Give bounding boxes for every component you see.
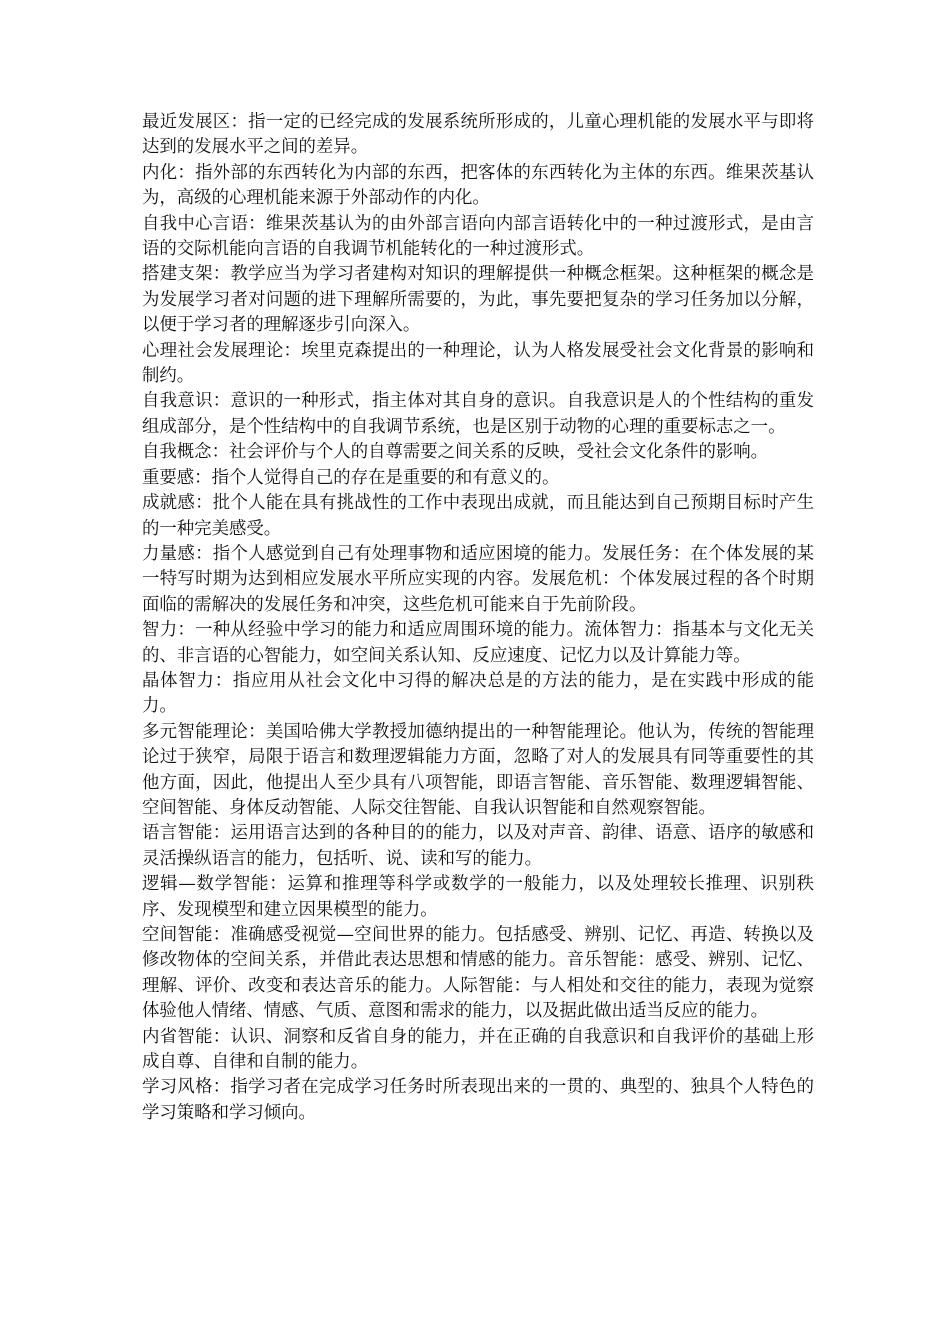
paragraph-sense-of-power: 力量感：指个人感觉到自己有处理事物和适应困境的能力。发展任务：在个体发展的某一特写时期为达到相应发展水平所应实现的内容。发展危机：个体发展过程的各个时期面临的需解决的发展任务和冲突，这些危机可能来自于先前阶段。 [142,543,814,615]
paragraph-scaffolding: 搭建支架：教学应当为学习者建构对知识的理解提供一种概念框架。这种框架的概念是为发展学习者对问题的进下理解所需要的，为此，事先要把复杂的学习任务加以分解，以便于学习者的理解逐步引向深入。 [142,264,814,336]
paragraph-self-consciousness: 自我意识：意识的一种形式，指主体对其自身的意识。自我意识是人的个性结构的重发组成部分，是个性结构中的自我调节系统，也是区别于动物的心理的重要标志之一。 [142,391,814,437]
paragraph-multiple-intelligences: 多元智能理论：美国哈佛大学教授加德纳提出的一种智能理论。他认为，传统的智能理论过于狭窄，局限于语言和数理逻辑能力方面，忽略了对人的发展具有同等重要性的其他方面，因此，他提出人至少具有八项智能，即语言智能、音乐智能、数理逻辑智能、空间智能、身体反动智能、人际交往智能、自我认识智能和自然观察智能。 [142,721,814,818]
paragraph-sense-of-achievement: 成就感：批个人能在具有挑战性的工作中表现出成就，而且能达到自己预期目标时产生的一种完美感受。 [142,493,814,539]
paragraph-intelligence: 智力：一种从经验中学习的能力和适应周围环境的能力。流体智力：指基本与文化无关的、非言语的心智能力，如空间关系认知、反应速度、记忆力以及计算能力等。 [142,620,814,666]
paragraph-spatial-intelligence: 空间智能：准确感受视觉—空间世界的能力。包括感受、辨别、记忆、再造、转换以及修改物体的空间关系，并借此表达思想和情感的能力。音乐智能：感受、辨别、记忆、理解、评价、改变和表达音乐的能力。人际智能：与人相处和交往的能力，表现为觉察体验他人情绪、情感、气质、意图和需求的能力，以及据此做出适当反应的能力。 [142,925,814,1022]
document-body [142,110,814,1126]
paragraph-internalization: 内化：指外部的东西转化为内部的东西，把客体的东西转化为主体的东西。维果茨基认为，高级的心理机能来源于外部动作的内化。 [142,162,814,209]
paragraph-linguistic-intelligence: 语言智能：运用语言达到的各种目的的能力，以及对声音、韵律、语意、语序的敏感和灵活操纵语言的能力，包括听、说、读和写的能力。 [142,823,814,869]
paragraph-zone-of-proximal-development: 最近发展区：指一定的已经完成的发展系统所形成的，儿童心理机能的发展水平与即将达到的发展水平之间的差异。 [142,112,814,158]
paragraph-logical-mathematical-intelligence: 逻辑—数学智能：运算和推理等科学或数学的一般能力，以及处理较长推理、识别秩序、发现模型和建立因果模型的能力。 [142,874,814,920]
paragraph-self-concept: 自我概念：社会评价与个人的自尊需要之间关系的反映，受社会文化条件的影响。 [142,442,769,463]
paragraph-egocentric-speech: 自我中心言语：维果茨基认为的由外部言语向内部言语转化中的一种过渡形式，是由言语的交际机能向言语的自我调节机能转化的一种过渡形式。 [142,213,814,260]
paragraph-crystallized-intelligence: 晶体智力：指应用从社会文化中习得的解决总是的方法的能力，是在实践中形成的能力。 [142,670,814,717]
paragraph-intrapersonal-intelligence: 内省智能：认识、洞察和反省自身的能力，并在正确的自我意识和自我评价的基础上形成自尊、自律和自制的能力。 [142,1026,814,1073]
paragraph-sense-of-importance: 重要感：指个人觉得自己的存在是重要的和有意义的。 [142,467,560,488]
paragraph-learning-style: 学习风格：指学习者在完成学习任务时所表现出来的一贯的、典型的、独具个人特色的学习策略和学习倾向。 [142,1077,814,1123]
paragraph-psychosocial-theory: 心理社会发展理论：埃里克森提出的一种理论，认为人格发展受社会文化背景的影响和制约。 [142,340,814,387]
